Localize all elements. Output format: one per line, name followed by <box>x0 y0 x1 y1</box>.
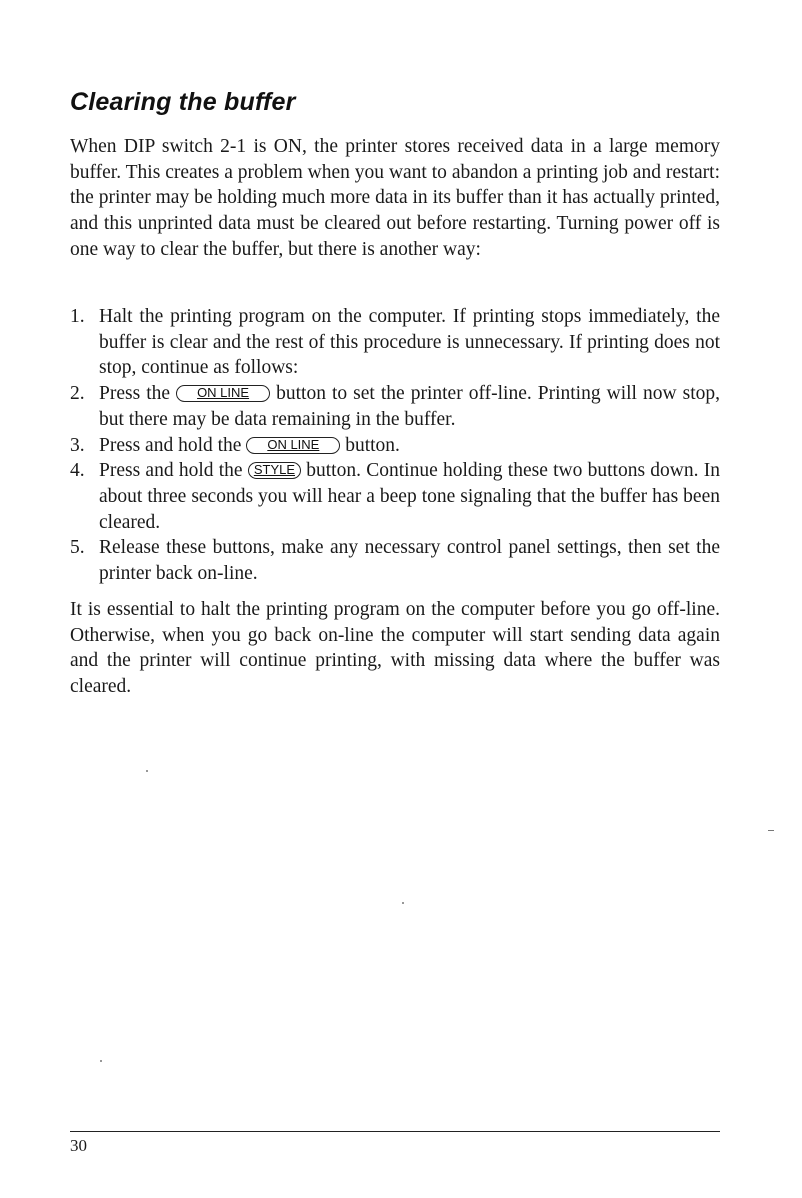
step-text-before: Press and hold the <box>99 434 242 456</box>
step-text-before: Press and hold the <box>99 460 243 482</box>
step-text: Halt the printing program on the computer. If printing stops immediately, the buffer is clear and the rest of this procedure is unnecessary. If printing does not stop, continue as follows: <box>99 306 720 379</box>
step-5 <box>70 535 720 586</box>
online-key-icon: ON LINE <box>176 385 270 402</box>
step-number: 2. <box>70 383 85 405</box>
intro-paragraph: When DIP switch 2-1 is ON, the printer stores received data in a large memory buffer. This creates a problem when you want to abandon a printing job and restart: the printer may be holding much more data in its buffer than it has actually printed, and this unprinted data must be cleared out before restarting. Turning power off is one way to clear the buffer, but there is another way: <box>70 136 720 260</box>
step-text-before: Press the <box>99 383 171 405</box>
step-number: 5. <box>70 537 85 559</box>
scan-speck <box>402 902 404 904</box>
step-3 <box>70 433 720 459</box>
style-key-icon: STYLE <box>248 462 301 479</box>
step-2 <box>70 381 720 432</box>
step-text-after: button. <box>345 434 400 456</box>
page-number: 30 <box>70 1136 87 1155</box>
closing-paragraph: It is essential to halt the printing program on the computer before you go off-line. Otherwise, when you go back on-line the computer will start sending data again and the printer will continue printing, with missing data where the buffer was cleared. <box>70 599 720 698</box>
scan-speck <box>100 1060 102 1062</box>
online-key-icon: ON LINE <box>246 437 340 454</box>
step-text-after: button to set the printer off-line. Printing will now stop, but there may be data remaining in the buffer. <box>99 383 720 430</box>
step-1 <box>70 304 720 381</box>
section-heading: Clearing the buffer <box>70 88 296 116</box>
step-number: 3. <box>70 434 85 456</box>
step-text-after: button. Continue holding these two buttons down. In about three seconds you will hear a beep tone signaling that the buffer has been cleared. <box>99 460 720 533</box>
footer-rule <box>70 1131 720 1132</box>
step-text: Release these buttons, make any necessary control panel settings, then set the printer back on-line. <box>99 537 720 585</box>
scan-speck <box>768 830 774 831</box>
scan-speck <box>146 770 148 772</box>
procedure-steps <box>70 304 720 587</box>
step-4 <box>70 458 720 535</box>
step-number: 1. <box>70 306 85 327</box>
step-number: 4. <box>70 460 85 482</box>
